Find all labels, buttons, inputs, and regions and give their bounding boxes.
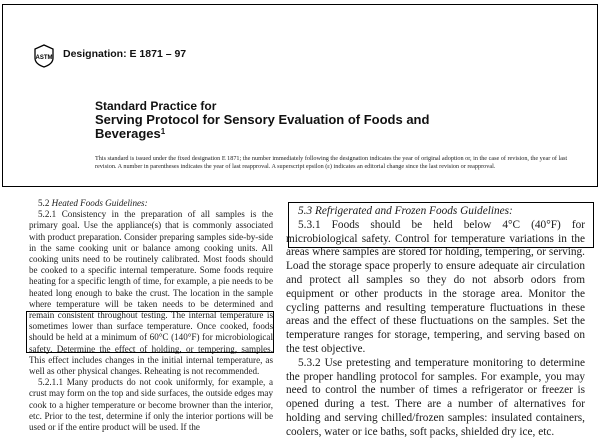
document-title xyxy=(95,99,429,141)
title-footnote-mark: 1 xyxy=(160,127,166,136)
title-line-3-text: Beverages xyxy=(95,126,161,141)
paragraph-5-2-1-1: 5.2.1.1 Many products do not cook uniformly, for example, a crust may form on the top and side surfaces, the outside edges may cook to a higher temperature or become browner than the interior, etc. Prior to the test, determine if only the interior portions will be used or if the entire product will be used. If the xyxy=(29,377,273,433)
astm-logo-icon xyxy=(33,44,55,68)
title-line-1: Standard Practice for xyxy=(95,99,217,113)
left-column xyxy=(29,198,273,433)
designation: Designation: E 1871 – 97 xyxy=(63,48,187,60)
section-number: 5.2 xyxy=(38,198,52,208)
paragraph-5-3-2: 5.3.2 Use pretesting and temperature monitoring to determine the proper handling protocol for samples. For example, you may need to control the number of times a refrigerator or freezer is opened during a test. There are a number of alternatives for holding and serving chilled/frozen samples: insulated containers, coolers, water or ice baths, soft packs, shielded dry ice, etc. xyxy=(286,356,585,438)
standard-header-box xyxy=(2,4,598,187)
section-heading-5-2 xyxy=(29,198,273,209)
paragraph-5-3-1: 5.3.1 Foods should be held below 4°C (40°F) for microbiological safety. Control for temperature variations in the areas where samples are stored for holding, tempering, or serving. Load the storage space properly to ensure adequate air circulation and protect all samples so they do not absorb odors from equipment or other products in the storage area. Monitor the cycling patterns and resulting temperature fluctuations in these areas and the effect of these fluctuations on the samples. Set the temperature ranges for storage, tempering, and serving based on the test objective. xyxy=(286,218,585,355)
heading-text: 5.3 Refrigerated and Frozen Foods Guidelines: xyxy=(298,205,513,217)
heading-text xyxy=(38,198,148,208)
section-title: Heated Foods Guidelines: xyxy=(51,198,148,208)
right-column xyxy=(286,205,585,440)
issuance-notice: This standard is issued under the fixed designation E 1871; the number immediately following the designation indicates the year of original adoption or, in the case of revision, the year of last revision. A number in parentheses indicates the year of last reapproval. A superscript epsilon (ε) indicates an editorial change since the last revision or reapproval. xyxy=(95,155,568,170)
title-line-3 xyxy=(95,127,429,141)
svg-text:ASTM: ASTM xyxy=(35,55,53,61)
title-line-2: Serving Protocol for Sensory Evaluation of Foods and xyxy=(95,112,430,127)
section-heading-5-3 xyxy=(286,205,585,219)
paragraph-5-2-1: 5.2.1 Consistency in the preparation of all samples is the primary goal. Use the appliance(s) that is commonly associated with product preparation. Consider preparing samples side-by-side in the same cooking unit or balance among cooking units. All cooking units need to be routinely calibrated. Most foods should be cooked to a specific internal temperature. Some foods require heating for a specific length of time, for example, a pie needs to be heated long enough to bake the crust. The location in the sample where temperature will be taken needs to be determined and remain consistent throughout testing. The internal temperature is sometimes lower than surface temperature. Once cooked, foods should be held at a minimum of 60°C (140°F) for microbiological safety. Determine the effect of holding, or tempering, samples. This effect includes changes in the initial internal temperature, as well as other physical changes. Reheating is not recommended. xyxy=(29,209,273,377)
